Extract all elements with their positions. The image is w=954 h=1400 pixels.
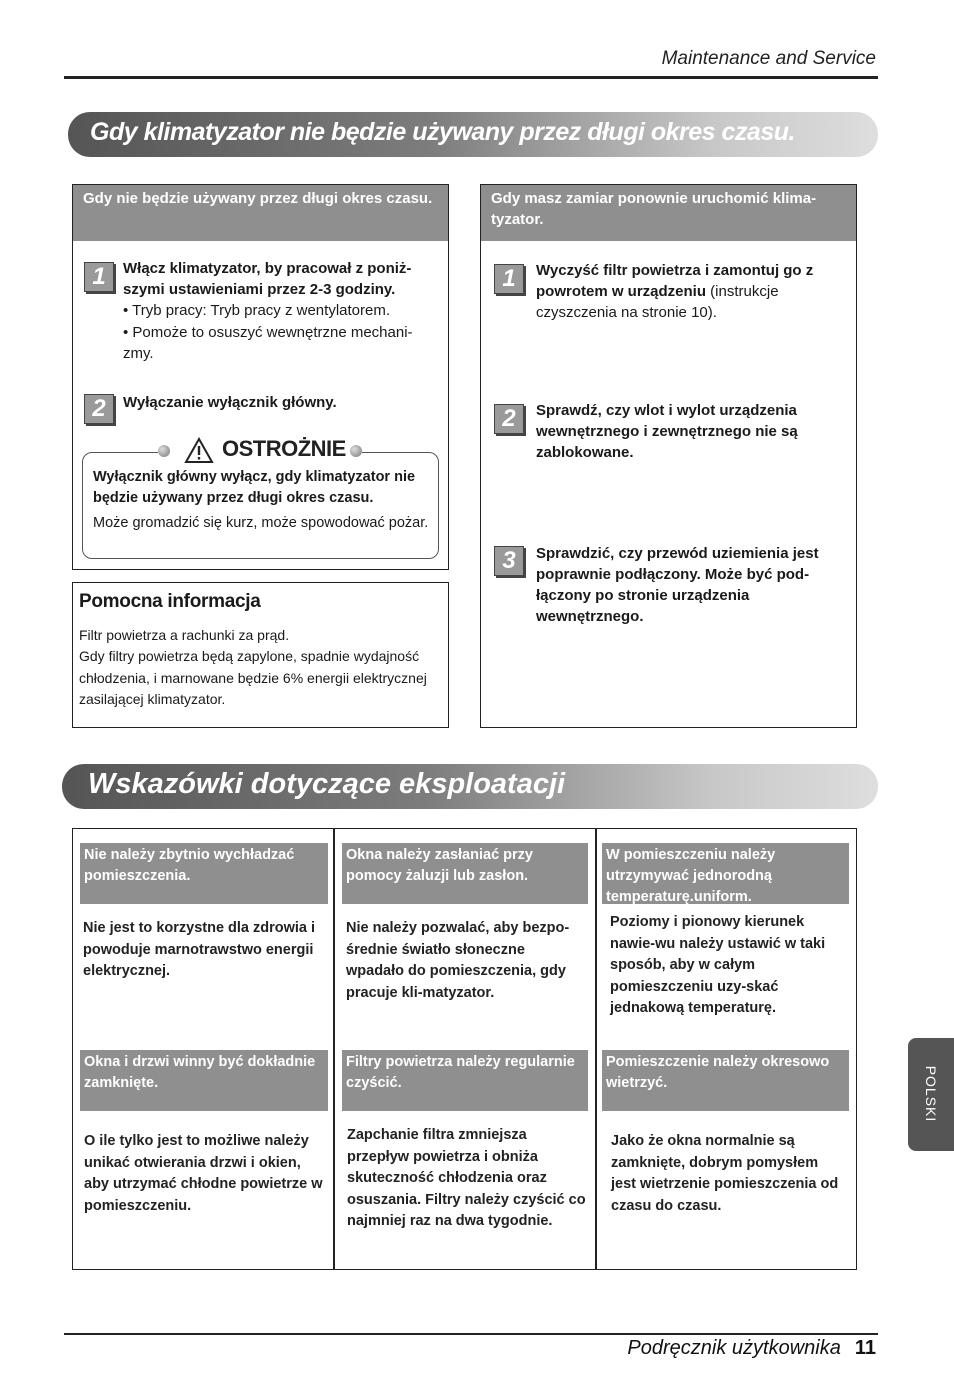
tip-2-text: Nie należy pozwalać, aby bezpo-średnie światło słoneczne wpadało do pomieszczenia, gdy pracuje kli-matyzator. — [346, 920, 570, 1001]
page-number: 11 — [854, 1337, 876, 1359]
restart-step-1-bold: Wyczyść filtr powietrza i zamontuj go z powrotem w urządzeniu — [536, 262, 814, 300]
long-idle-heading: Gdy nie będzie używany przez długi okres czasu. — [73, 185, 448, 241]
warning-icon — [184, 437, 214, 464]
tip-6-heading: Pomieszczenie należy okresowo wietrzyć. — [602, 1050, 849, 1111]
restart-heading: Gdy masz zamiar ponownie uruchomić klima-tyzator. — [481, 185, 856, 241]
caution-title-bar — [158, 436, 362, 466]
running-header: Maintenance and Service — [661, 48, 876, 69]
tip-6-text: Jako że okna normalnie są zamknięte, dobrym pomysłem jest wietrzenie pomieszczenia od czasu do czasu. — [611, 1133, 839, 1214]
tip-3-text: Poziomy i pionowy kierunek nawie-wu należy ustawić w taki sposób, aby w całym pomieszczeniu uzy-skać jednakową temperaturę. — [610, 914, 826, 1016]
step-1-bullet-1: • Tryb pracy: Tryb pracy z wentylatorem. — [123, 302, 390, 319]
footer-rule — [64, 1333, 878, 1335]
tip-5-text: Zapchanie filtra zmniejsza przepływ powietrza i obniża skuteczność chłodzenia oraz osuszania. Filtry należy czyścić co najmniej raz na dwa tygodnie. — [347, 1127, 586, 1229]
tip-4-heading: Okna i drzwi winny być dokładnie zamknięte. — [80, 1050, 328, 1111]
restart-step-2-text: Sprawdź, czy wlot i wylot urządzenia wewnętrznego i zewnętrznego nie są zablokowane. — [536, 402, 798, 461]
caution-dot-right — [350, 445, 362, 457]
restart-step-1-normal: (instrukcje czyszczenia na stronie 10). — [536, 283, 779, 321]
step-2-badge: 2 — [84, 394, 114, 424]
step-1-text: Włącz klimatyzator, by pracował z poniż-szymi ustawieniami przez 2-3 godziny. — [123, 260, 412, 298]
header-rule — [64, 76, 878, 79]
language-tab-label: POLSKI — [923, 1065, 939, 1123]
tip-1-heading: Nie należy zbytnio wychładzać pomieszczenia. — [80, 843, 328, 904]
restart-step-1-badge: 1 — [494, 264, 524, 294]
language-tab — [908, 1038, 954, 1151]
tip-4-text: O ile tylko jest to możliwe należy unikać otwierania drzwi i okien, aby utrzymać chłodne powietrze w pomieszczeniu. — [84, 1133, 323, 1214]
restart-step-3-badge: 3 — [494, 546, 524, 576]
caution-bold-text: Wyłącznik główny wyłącz, gdy klimatyzator nie będzie używany przez długi okres czasu. — [93, 469, 416, 506]
tip-5-heading: Filtry powietrza należy regularnie czyścić. — [342, 1050, 588, 1111]
restart-step-2-badge: 2 — [494, 404, 524, 434]
restart-step-1-text — [536, 260, 848, 323]
helpful-info-line-1: Filtr powietrza a rachunki za prąd. — [79, 627, 290, 643]
caution-text: Może gromadzić się kurz, może spowodować pożar. — [93, 515, 429, 531]
section1-title: Gdy klimatyzator nie będzie używany przez długi okres czasu. — [68, 112, 878, 157]
tip-1-text: Nie jest to korzystne dla zdrowia i powoduje marnotrawstwo energii elektrycznej. — [83, 920, 316, 979]
step-2-text: Wyłączanie wyłącznik główny. — [123, 394, 337, 411]
step-1-badge: 1 — [84, 262, 114, 292]
tip-2-heading: Okna należy zasłaniać przy pomocy żaluzji lub zasłon. — [342, 843, 588, 904]
helpful-info-title: Pomocna informacja — [79, 591, 261, 612]
caution-dot-left — [158, 445, 170, 457]
footer-title: Podręcznik użytkownika — [627, 1337, 841, 1359]
footer — [627, 1337, 876, 1360]
restart-step-3-text: Sprawdzić, czy przewód uziemienia jest poprawnie podłączony. Może być pod-łączony po stronie urządzenia wewnętrznego. — [536, 545, 819, 625]
section2-title: Wskazówki dotyczące eksploatacji — [62, 764, 878, 809]
tip-3-heading: W pomieszczeniu należy utrzymywać jednorodną temperaturę.uniform. — [602, 843, 849, 904]
step-1-bullet-2: • Pomoże to osuszyć wewnętrzne mechani-zmy. — [123, 324, 413, 362]
helpful-info-line-2: Gdy filtry powietrza będą zapylone, spadnie wydajność chłodzenia, i marnowane będzie 6% energii elektrycznej zasilającej klimatyzator. — [79, 648, 427, 707]
caution-title: OSTROŻNIE — [222, 436, 346, 461]
